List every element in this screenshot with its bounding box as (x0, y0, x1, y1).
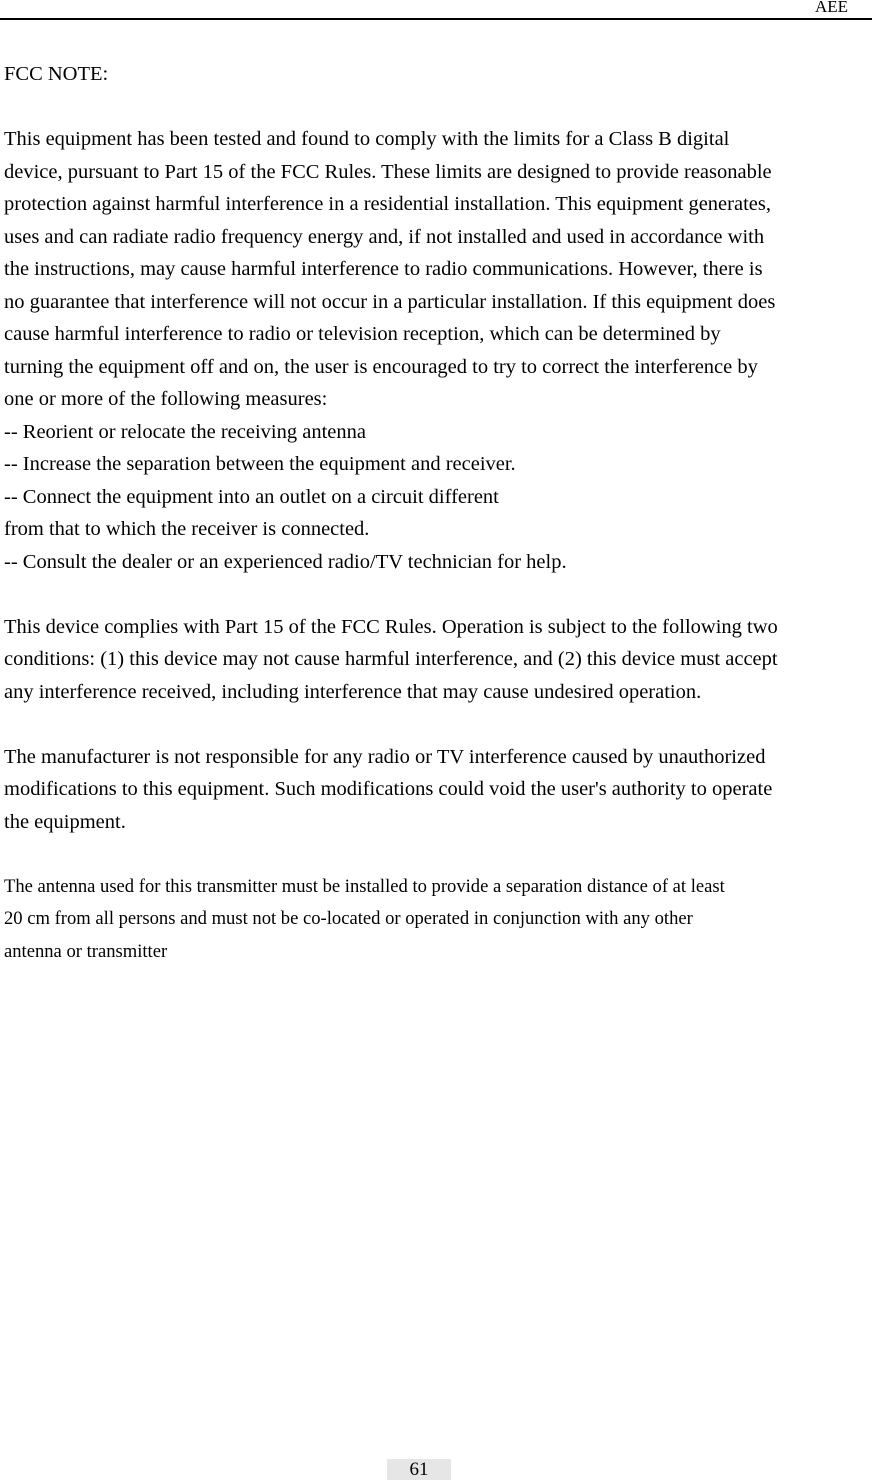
text-line: This device complies with Part 15 of the FCC Rules. Operation is subject to the following two (4, 615, 778, 638)
spacer (4, 91, 870, 124)
fcc-note-heading: FCC NOTE: (4, 63, 109, 85)
measure-item: from that to which the receiver is connected. (4, 518, 370, 540)
antenna-paragraph (4, 871, 870, 969)
compliance-paragraph (4, 123, 870, 416)
text-line: The manufacturer is not responsible for any radio or TV interference caused by unauthorized (4, 745, 766, 768)
part15-conditions-paragraph (4, 611, 870, 709)
text-line: The antenna used for this transmitter must be installed to provide a separation distance of at least (4, 875, 725, 897)
text-line: cause harmful interference to radio or television reception, which can be determined by (4, 323, 721, 345)
measure-item: -- Reorient or relocate the receiving antenna (4, 420, 366, 443)
spacer (4, 708, 870, 741)
text-line: This equipment has been tested and found to comply with the limits for a Class B digital (4, 128, 730, 150)
text-line: the instructions, may cause harmful interference to radio communications. However, there is (4, 258, 763, 280)
text-line: antenna or transmitter (4, 940, 168, 962)
spacer (4, 838, 870, 871)
text-line: protection against harmful interference in a residential installation. This equipment generates, (4, 193, 771, 215)
text-line: modifications to this equipment. Such modifications could void the user's authority to operate (4, 778, 773, 800)
spacer (4, 578, 870, 611)
text-line: turning the equipment off and on, the user is encouraged to try to correct the interference by (4, 355, 758, 378)
header-rule (0, 18, 872, 20)
manufacturer-paragraph (4, 741, 870, 839)
text-line: device, pursuant to Part 15 of the FCC Rules. These limits are designed to provide reasonable (4, 160, 772, 183)
measures-list (4, 416, 870, 579)
measure-item: -- Consult the dealer or an experienced radio/TV technician for help. (4, 550, 567, 573)
text-line: 20 cm from all persons and must not be co-located or operated in conjunction with any other (4, 908, 693, 929)
text-line: no guarantee that interference will not occur in a particular installation. If this equipment does (4, 290, 776, 313)
text-line: uses and can radiate radio frequency energy and, if not installed and used in accordance with (4, 225, 765, 248)
document-body (4, 58, 870, 968)
text-line: any interference received, including interference that may cause undesired operation. (4, 680, 702, 703)
header-brand: AEE (814, 0, 848, 16)
text-line: conditions: (1) this device may not cause harmful interference, and (2) this device must accept (4, 648, 778, 670)
page-number: 61 (387, 1459, 451, 1480)
measure-item: -- Increase the separation between the equipment and receiver. (4, 453, 516, 475)
text-line: the equipment. (4, 810, 126, 833)
text-line: one or more of the following measures: (4, 388, 328, 410)
measure-item: -- Connect the equipment into an outlet on a circuit different (4, 485, 499, 508)
